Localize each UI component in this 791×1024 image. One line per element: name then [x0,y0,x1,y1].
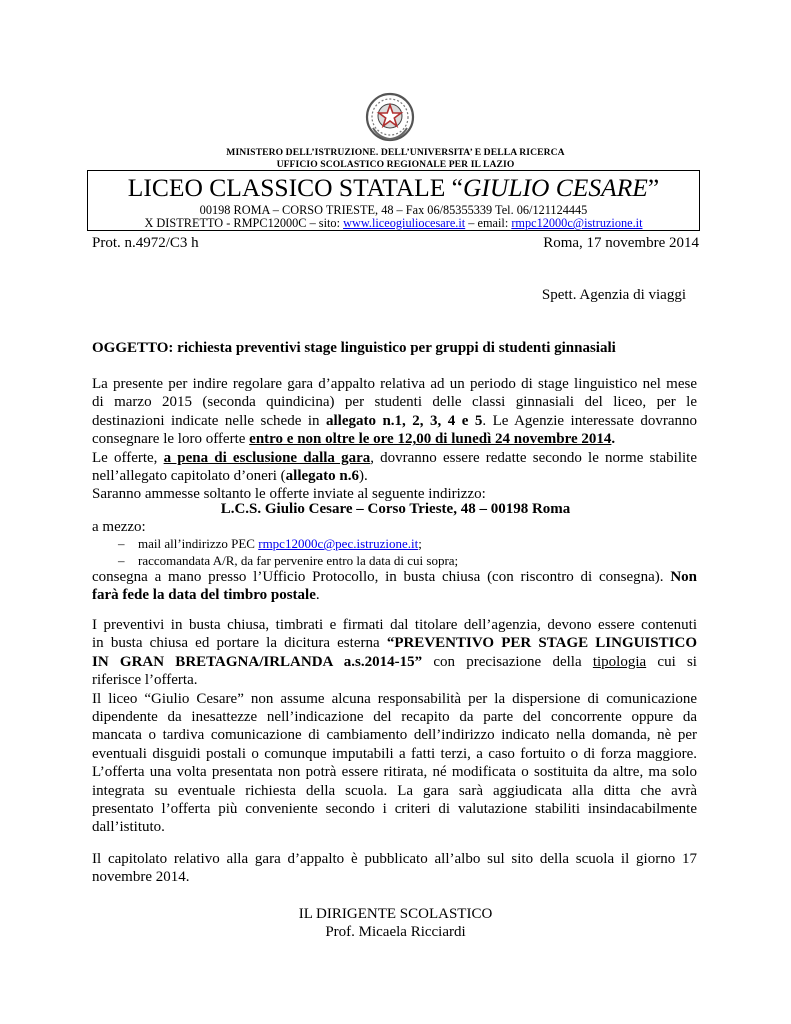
text-line [92,568,697,586]
text-line [92,634,697,652]
delivery-methods-label: a mezzo: [92,519,146,535]
exclusion-warning: a pena di esclusione dalla gara [163,449,371,466]
text-line: Saranno ammesse soltanto le offerte inviate al seguente indirizzo: [92,486,486,503]
paragraph-publication [92,850,697,887]
text-line [92,430,697,448]
text-line: di marzo 2015 (seconda quindicina) per studenti delle classi ginnasiali del liceo, per le [92,394,697,411]
text-line [92,449,697,467]
text-line: novembre 2014. [92,869,190,886]
text-line: integrata su eventuale richiesta della scuola. La gara sarà aggiudicata alla ditta che avrà [92,782,697,799]
postmark-note: farà fede la data del timbro postale [92,587,316,604]
text-line: Il liceo “Giulio Cesare” non assume alcuna responsabilità per la dispersione di comunicazione [92,690,697,707]
school-name-suffix: ” [647,173,660,202]
envelope-label: “PREVENTIVO PER STAGE LINGUISTICO [386,635,697,652]
text-span: in busta chiusa ed portare la dicitura esterna [92,635,387,652]
text-span: Non [670,569,697,585]
registered-mail-text: raccomandata A/R, da far pervenire entro la data di cui sopra; [138,553,459,568]
text-line: dipendente da inesattezze nell’indicazione del recapito da parte del concorrente oppure da [92,709,697,726]
recipient: Spett. Agenzia di viaggi [541,287,686,303]
text-span: ; [418,536,422,551]
text-line: Il capitolato relativo alla gara d’appalto è pubblicato all’albo sul sito della scuola il giorno 17 [92,851,697,867]
italian-republic-emblem-icon [365,92,415,142]
text-span: Le offerte, [92,449,164,466]
letter-date: Roma, 17 novembre 2014 [543,235,699,251]
paragraph-quote-requirements [92,616,697,837]
paragraph-intro [92,375,697,504]
text-span: . [611,431,616,448]
school-name-italic: GIULIO CESARE [463,173,648,202]
bullet-dash: – [118,536,125,551]
protocol-number: Prot. n.4972/C3 h [92,235,199,251]
text-line [92,586,697,604]
attachments-ref: allegato n.1, 2, 3, 4 e 5 [326,412,483,429]
ministry-name: MINISTERO DELL’ISTRUZIONE. DELL’UNIVERSITA’ E DELLA RICERCA [226,147,565,158]
regional-office: UFFICIO SCOLASTICO REGIONALE PER IL LAZIO [276,159,515,170]
signature-name: Prof. Micaela Ricciardi [325,924,466,940]
text-span: mail all’indirizzo PEC [138,536,259,551]
email-label: – email: [465,216,512,230]
school-name [88,174,699,202]
text-line: La presente per indire regolare gara d’appalto relativa ad un periodo di stage linguistico nel mese [92,376,697,392]
text-span: cui si [646,653,697,670]
school-contacts [88,216,699,230]
text-line: L’offerta una volta presentata non potrà essere ritirata, né modificata o sostituita da altre, ma solo [92,764,697,781]
pec-email-link[interactable]: rmpc12000c@pec.istruzione.it [258,536,419,551]
paragraph-hand-delivery [92,568,697,605]
email-link[interactable]: rmpc12000c@istruzione.it [511,216,643,230]
school-name-prefix: LICEO CLASSICO STATALE “ [127,173,463,202]
website-link[interactable]: www.liceogiuliocesare.it [343,216,466,230]
district-code: X DISTRETTO - RMPC12000C – sito: [144,216,344,230]
text-line: riferisce l’offerta. [92,672,198,689]
text-line [92,653,697,671]
text-line [92,412,697,430]
envelope-label-cont: IN GRAN BRETAGNA/IRLANDA a.s.2014-15” [92,653,423,670]
signature-title: IL DIRIGENTE SCOLASTICO [298,906,493,922]
pec-text [138,536,422,552]
subject: OGGETTO: richiesta preventivi stage linguistico per gruppi di studenti ginnasiali [92,340,616,356]
text-line: eventuali disguidi postali o comunque imputabili a fatti terzi, a caso fortuito o di forza maggiore. [92,745,697,762]
delivery-address: L.C.S. Giulio Cesare – Corso Trieste, 48 – 00198 Roma [220,501,571,517]
text-span: destinazioni indicate nelle schede in [92,412,326,429]
school-header-box [87,170,700,231]
text-span: ). [359,468,368,485]
text-line: presentato l’offerta più conveniente secondo i criteri di valutazione stabiliti insindacabilmente [92,801,697,818]
text-line: dall’istituto. [92,819,165,836]
typology-word: tipologia [592,653,647,670]
text-span: consegna a mano presso l’Ufficio Protocollo, in busta chiusa (con riscontro di consegna). [92,569,671,585]
text-span: , dovranno essere redatte secondo le norme stabilite [370,449,697,466]
text-span: consegnare le loro offerte [92,431,250,448]
text-span: . [315,587,320,604]
bullet-dash: – [118,553,125,568]
text-line: I preventivi in busta chiusa, timbrati e firmati dal titolare dell’agenzia, devono essere contenuti [92,617,697,633]
text-span: nell’allegato capitolato d’oneri ( [92,468,286,485]
school-address: 00198 ROMA – CORSO TRIESTE, 48 – Fax 06/85355339 Tel. 06/121124445 [199,203,588,217]
text-span: . Le Agenzie interessate dovranno [482,412,697,429]
text-line [92,467,697,485]
text-line: mancata o tardiva comunicazione di cambiamento dell’indirizzo indicato nella domanda, nè per [92,727,697,744]
text-span: con precisazione della [422,653,593,670]
attachment-6-ref: allegato n.6 [285,468,360,485]
deadline: entro e non oltre le ore 12,00 di lunedì 24 novembre 2014 [249,431,612,448]
